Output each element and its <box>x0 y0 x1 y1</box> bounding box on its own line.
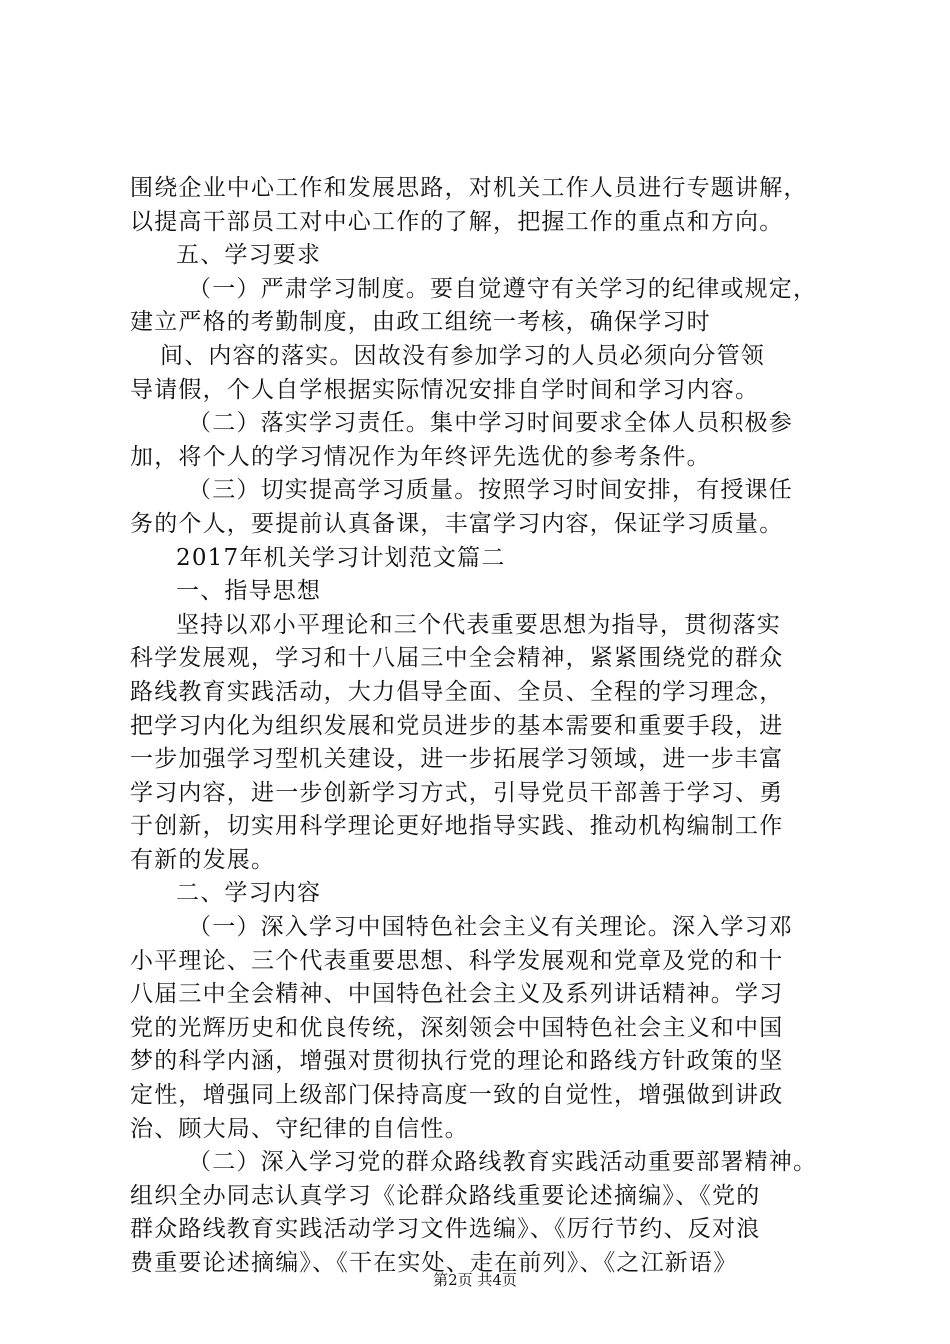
text-line: 群众路线教育实践活动学习文件选编》、《厉行节约、反对浪 <box>130 1216 761 1243</box>
text-line: （一）严肃学习制度。要自觉遵守有关学习的纪律或规定， <box>188 275 818 302</box>
page-footer: 第2页 共4页 <box>433 1271 517 1289</box>
text-line: 加，将个人的学习情况作为年终评先选优的参考条件。 <box>130 443 711 470</box>
text-line: 一步加强学习型机关建设，进一步拓展学习领域，进一步丰富 <box>130 746 784 773</box>
text-line: （一）深入学习中国特色社会主义有关理论。深入学习邓 <box>188 914 793 941</box>
section-heading: 一、指导思想 <box>176 578 322 605</box>
document-body <box>130 172 830 1281</box>
text-line: （三）切实提高学习质量。按照学习时间安排，有授课任 <box>188 477 793 504</box>
text-line: 科学发展观，学习和十八届三中全会精神，紧紧围绕党的群众 <box>130 645 784 672</box>
section-heading: 五、学习要求 <box>176 242 322 269</box>
text-line: 建立严格的考勤制度，由政工组统一考核，确保学习时 <box>130 309 711 336</box>
text-line: （二）落实学习责任。集中学习时间要求全体人员积极参 <box>188 410 793 437</box>
text-line: 以提高干部员工对中心工作的了解，把握工作的重点和方向。 <box>130 208 784 235</box>
section-title: 2017年机关学习计划范文篇二 <box>176 544 506 571</box>
text-line: 有新的发展。 <box>130 846 276 873</box>
text-line: （二）深入学习党的群众路线教育实践活动重要部署精神。 <box>188 1149 818 1176</box>
text-line: 小平理论、三个代表重要思想、科学发展观和党章及党的和十 <box>130 947 784 974</box>
text-line: 定性，增强同上级部门保持高度一致的自觉性，增强做到讲政 <box>130 1082 784 1109</box>
text-line: 把学习内化为组织发展和党员进步的基本需要和重要手段，进 <box>130 712 784 739</box>
text-line: 间、内容的落实。因故没有参加学习的人员必须向分管领 <box>160 342 765 369</box>
text-line: 务的个人，要提前认真备课，丰富学习内容，保证学习质量。 <box>130 510 784 537</box>
text-line: 梦的科学内涵，增强对贯彻执行党的理论和路线方针政策的坚 <box>130 1048 784 1075</box>
text-line: 坚持以邓小平理论和三个代表重要思想为指导，贯彻落实 <box>176 611 781 638</box>
text-line: 治、顾大局、守纪律的自信性。 <box>130 1115 469 1142</box>
text-line: 费重要论述摘编》、《干在实处、走在前列》、《之江新语》 <box>130 1250 738 1276</box>
text-line: 八届三中全会精神、中国特色社会主义及系列讲话精神。学习 <box>130 981 784 1008</box>
text-line: 于创新，切实用科学理论更好地指导实践、推动机构编制工作 <box>130 813 784 840</box>
text-line: 导请假，个人自学根据实际情况安排自学时间和学习内容。 <box>130 376 760 403</box>
text-line: 党的光辉历史和优良传统，深刻领会中国特色社会主义和中国 <box>130 1014 784 1041</box>
section-heading: 二、学习内容 <box>176 880 322 907</box>
text-line: 组织全办同志认真学习《论群众路线重要论述摘编》、《党的 <box>130 1182 761 1209</box>
text-line: 学习内容，进一步创新学习方式，引导党员干部善于学习、勇 <box>130 779 784 806</box>
text-line: 围绕企业中心工作和发展思路，对机关工作人员进行专题讲解， <box>130 175 808 201</box>
text-line: 路线教育实践活动，大力倡导全面、全员、全程的学习理念， <box>130 678 784 705</box>
